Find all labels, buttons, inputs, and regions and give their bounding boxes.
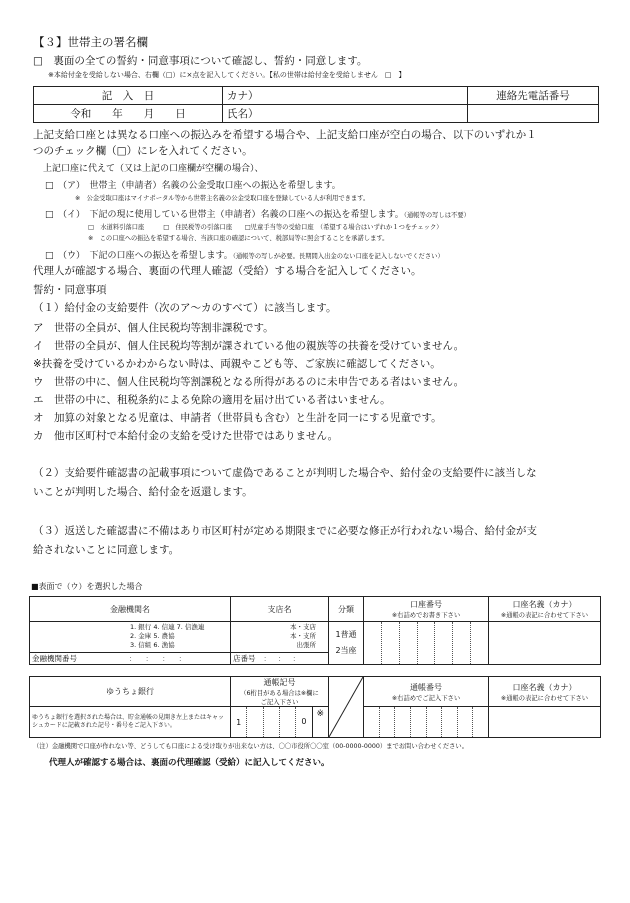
- institution-header: 金融機関名: [30, 597, 231, 622]
- account-header-label: 口座番号: [410, 600, 442, 609]
- yucho-holder-field[interactable]: [489, 707, 601, 738]
- pledge-note: ※本給付金を受給しない場合、右欄（□）に×点を記入してください。【私の世帯は給付金を受給しません □ 】: [48, 71, 406, 79]
- institution-option: 2. 金庫 5. 農協: [130, 632, 175, 641]
- footer-note: （注）金融機関で口座が作れない等、どうしても口座による受け取りが出来ない方は、〇〇市役所〇〇室（00-0000-0000）までお問い合わせください。: [33, 743, 469, 750]
- number-header-label: 通帳番号: [410, 682, 442, 692]
- pledge-2-line2: いことが判明した場合、給付金を返還します。: [33, 486, 253, 498]
- bank-table: [29, 596, 601, 665]
- symbol-digit-first: 1: [236, 717, 242, 727]
- pledge-item: ウ 世帯の中に、個人住民税均等割課税となる所得があるのに未申告である者はいません。: [33, 376, 465, 388]
- pledge-item: ※扶養を受けているかわからない時は、両親やこども等、ご家族に確認してください。: [33, 358, 441, 370]
- yucho-holder-note: ※通帳の表記に合わせて下さい: [500, 694, 589, 702]
- symbol-header-note-2: ご記入下さい: [260, 699, 299, 706]
- institution-code-field[interactable]: 金融機関番号 ::::: [30, 652, 231, 664]
- option-a[interactable]: □ （ア） 世帯主（申請者）名義の公金受取口座への振込を希望します。: [45, 181, 341, 191]
- branch-option: 本・支所: [290, 632, 316, 641]
- type-option: 1普通: [335, 630, 357, 639]
- branch-option: 本・支店: [290, 623, 316, 632]
- option-i-choices[interactable]: □ 水道料引落口座 □ 住民税等の引落口座 □児童手当等の受給口座 （希望する場合はいずれか１つをチェック）: [88, 224, 443, 231]
- account-intro-1: 上記支給口座とは異なる口座への振込みを希望する場合や、上記支給口座が空白の場合、以下のいずれか１: [33, 129, 537, 141]
- pledge-3-line1: （３）返送した確認書に不備はあり市区町村が定める期限までに必要な修正が行われない場合、給付金が支: [33, 525, 537, 537]
- option-i[interactable]: [45, 207, 470, 220]
- holder-field[interactable]: [489, 622, 601, 665]
- type-option: 2当座: [335, 646, 357, 655]
- number-header: [364, 677, 489, 707]
- diagonal-line: [329, 677, 363, 737]
- pledge-1-head: （１）給付金の支給要件（次のア～カのすべて）に該当します。: [33, 302, 337, 314]
- account-intro-2: つのチェック欄（□）にレを入れてください。: [33, 145, 253, 157]
- pledge-item: ア 世帯の全員が、個人住民税均等割非課税です。: [33, 322, 274, 334]
- type-field[interactable]: [329, 622, 364, 665]
- holder-header: [489, 597, 601, 622]
- branch-field[interactable]: [231, 622, 329, 653]
- account-header: [364, 597, 489, 622]
- section-title: 【３】世帯主の署名欄: [33, 35, 148, 49]
- date-header: 記 入 日: [34, 87, 223, 105]
- option-i-small: （通帳等の写しは不要）: [403, 212, 470, 219]
- pledge-checkbox-line[interactable]: □ 裏面の全ての誓約・同意事項について確認し、誓約・同意します。: [33, 55, 368, 67]
- account-sub: 上記口座に代えて（又は上記の口座欄が空欄の場合）、: [43, 164, 264, 174]
- date-field[interactable]: 令和 年 月 日: [34, 105, 223, 123]
- yucho-holder-label: 口座名義（カナ）: [512, 682, 577, 692]
- yucho-description: ゆうちょ銀行を選択された場合は、貯金通帳の見開き左上またはキャッシュカードに記載された記号・番号をご記入下さい。: [30, 707, 231, 738]
- option-u-small: （通帳等の写しが必要。長期間入出金のない口座を記入しないでください）: [232, 253, 444, 260]
- option-a-note: ※ 公金受取口座はマイナポータル等から世帯主名義の公金受取口座を登録している人が利用できます。: [75, 195, 370, 202]
- diagonal-cell: [329, 677, 364, 738]
- option-i-label: □ （イ） 下記の現に使用している世帯主（申請者）名義の口座への振込を希望します。: [45, 210, 404, 220]
- pledge-heading: 誓約・同意事項: [33, 284, 107, 296]
- holder-header-label: 口座名義（カナ）: [512, 600, 577, 609]
- signature-table: [33, 86, 599, 123]
- account-header-note: ※右詰めでお書き下さい: [391, 612, 461, 619]
- symbol-header-label: 通帳記号: [263, 678, 296, 687]
- yucho-holder-header: [489, 677, 601, 707]
- institution-field[interactable]: [30, 622, 231, 653]
- holder-header-note: ※通帳の表記に合わせて下さい: [500, 612, 589, 619]
- pledge-item: エ 世帯の中に、租税条約による免除の適用を届け出ている者はいません。: [33, 394, 391, 406]
- symbol-header-note: （6桁目がある場合は※欄に: [240, 690, 319, 697]
- agent-line: 代理人が確認する場合、裏面の代理人確認（受給）する場合を記入してください。: [33, 265, 422, 277]
- pledge-item: イ 世帯の全員が、個人住民税均等割が課されている他の親族等の扶養を受けていません。: [33, 340, 465, 352]
- yucho-name: ゆうちょ銀行: [30, 677, 231, 707]
- bank-heading: ■表面で（ウ）を選択した場合: [31, 582, 143, 591]
- pledge-2-line1: （２）支給要件確認書の記載事項について虚偽であることが判明した場合や、給付金の支給要件に該当しな: [33, 467, 537, 479]
- option-u[interactable]: [45, 248, 444, 261]
- branch-code-field[interactable]: 店番号 :::: [231, 652, 329, 664]
- phone-header: 連絡先電話番号: [468, 87, 599, 105]
- number-header-note: ※右詰めでご記入下さい: [391, 694, 461, 702]
- branch-option: 出張所: [296, 641, 316, 650]
- option-u-label: □ （ウ） 下記の口座への振込を希望します。: [45, 251, 233, 261]
- branch-header: 支店名: [231, 597, 329, 622]
- name-field[interactable]: 氏名）: [223, 105, 468, 123]
- symbol-digit-last: 0: [295, 707, 311, 737]
- type-header: 分類: [329, 597, 364, 622]
- yucho-table: [29, 676, 601, 738]
- symbol-header: [231, 677, 329, 707]
- branch-code-label: 店番号: [233, 653, 256, 663]
- symbol-mark: ※: [312, 707, 328, 737]
- phone-field[interactable]: [468, 105, 599, 123]
- institution-option: 3. 信組 6. 漁協: [130, 641, 175, 650]
- pledge-3-line2: 給されないことに同意します。: [33, 544, 180, 556]
- footer-agent: 代理人が確認する場合は、裏面の代理確認（受給）に記入してください。: [49, 758, 330, 768]
- option-i-note: ※ この口座への振込を希望する場合、当該口座の確認について、税部局等に照会することを承諾します。: [88, 235, 389, 242]
- institution-option: 1. 銀行 4. 信連 7. 信漁連: [130, 623, 205, 632]
- pledge-item: オ 加算の対象となる児童は、申請者（世帯員も含む）と生計を同一にする児童です。: [33, 412, 442, 424]
- yucho-number-field[interactable]: [364, 707, 489, 738]
- account-number-field[interactable]: [364, 622, 489, 665]
- pledge-item: カ 他市区町村で本給付金の支給を受けた世帯ではありません。: [33, 430, 339, 442]
- symbol-field[interactable]: [231, 707, 329, 738]
- kana-field[interactable]: カナ）: [223, 87, 468, 105]
- institution-code-label: 金融機関番号: [32, 653, 77, 663]
